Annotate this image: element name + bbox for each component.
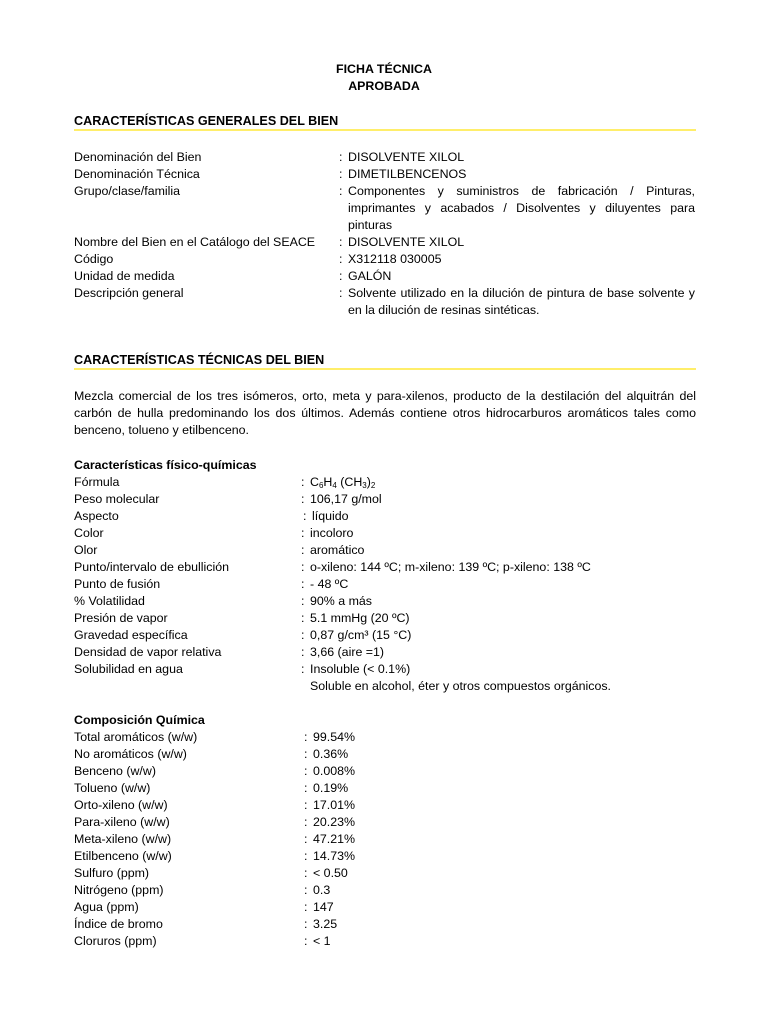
physchem-row-value: 3,66 (aire =1) [310, 645, 385, 659]
composition-row [74, 814, 696, 831]
physchem-row-label: Peso molecular [74, 492, 160, 506]
composition-row-label: Etilbenceno (w/w) [74, 849, 172, 863]
colon: : [304, 815, 308, 829]
general-row [74, 149, 696, 166]
physchem-note-row [74, 678, 696, 695]
physchem-row-label: Punto/intervalo de ebullición [74, 560, 229, 574]
general-row [74, 268, 696, 285]
colon: : [304, 747, 308, 761]
composition-row-label: Tolueno (w/w) [74, 781, 151, 795]
colon: : [339, 184, 343, 198]
colon: : [301, 611, 305, 625]
physchem-row-value: 106,17 g/mol [310, 492, 382, 506]
physchem-row-label: Fórmula [74, 475, 120, 489]
colon: : [301, 662, 305, 676]
physchem-row [74, 508, 696, 525]
physchem-row [74, 627, 696, 644]
colon: : [304, 883, 308, 897]
composition-row-value: 0.3 [313, 883, 331, 897]
composition-row [74, 780, 696, 797]
colon: : [301, 628, 305, 642]
colon: : [304, 917, 308, 931]
general-row-label: Descripción general [74, 286, 184, 300]
general-row-label: Código [74, 252, 114, 266]
composition-row-label: Agua (ppm) [74, 900, 139, 914]
physchem-row [74, 644, 696, 661]
composition-row [74, 882, 696, 899]
composition-row-label: Nitrógeno (ppm) [74, 883, 164, 897]
general-row [74, 251, 696, 268]
chemical-formula: $C_6H_4$ $(CH_3)_2$ [310, 475, 376, 490]
general-row-label: Grupo/clase/familia [74, 184, 181, 198]
physchem-row-value: o-xileno: 144 ºC; m-xileno: 139 ºC; p-xileno: 138 ºC [310, 560, 591, 574]
physchem-row-label: Densidad de vapor relativa [74, 645, 222, 659]
physchem-row-value: - 48 ºC [310, 577, 349, 591]
physchem-row-value: incoloro [310, 526, 354, 540]
general-section-heading: CARACTERÍSTICAS GENERALES DEL BIEN [74, 114, 339, 128]
colon: : [301, 577, 305, 591]
composition-row [74, 831, 696, 848]
colon: : [304, 866, 308, 880]
physchem-row-label: Gravedad específica [74, 628, 188, 642]
colon: : [339, 252, 343, 266]
colon: : [301, 645, 305, 659]
composition-row-label: Meta-xileno (w/w) [74, 832, 172, 846]
document-title [0, 61, 768, 95]
physchem-row [74, 576, 696, 593]
colon: : [303, 509, 307, 523]
physchem-row-formula [74, 474, 696, 491]
colon: : [339, 150, 343, 164]
colon: : [301, 594, 305, 608]
composition-row-value: < 0.50 [313, 866, 348, 880]
composition-row-value: 14.73% [313, 849, 356, 863]
composition-row-value: < 1 [313, 934, 331, 948]
physchem-row-value: aromático [310, 543, 365, 557]
general-row-value: Componentes y suministros de fabricación / Pinturas, imprimantes y acabados / Disolventes y diluyentes para pinturas [348, 184, 695, 232]
physchem-row-value: 0,87 g/cm³ (15 °C) [310, 628, 412, 642]
physchem-row-value: 5.1 mmHg (20 ºC) [310, 611, 410, 625]
colon: : [304, 832, 308, 846]
colon: : [304, 900, 308, 914]
colon: : [301, 560, 305, 574]
composition-row-value: 0.008% [313, 764, 356, 778]
general-row-value: X312118 030005 [348, 252, 442, 266]
composition-row [74, 746, 696, 763]
general-row-value: DISOLVENTE XILOL [348, 150, 465, 164]
colon: : [301, 543, 305, 557]
physchem-row-label: Olor [74, 543, 98, 557]
composition-row [74, 865, 696, 882]
general-row-label: Denominación Técnica [74, 167, 200, 181]
composition-row-value: 47.21% [313, 832, 356, 846]
general-row-label: Denominación del Bien [74, 150, 202, 164]
composition-row-label: Orto-xileno (w/w) [74, 798, 168, 812]
composition-row-value: 3.25 [313, 917, 338, 931]
composition-row-value: 0.19% [313, 781, 349, 795]
physchem-row-label: Color [74, 526, 104, 540]
general-row-value: GALÓN [348, 269, 392, 283]
colon: : [339, 167, 343, 181]
composition-row-value: 0.36% [313, 747, 349, 761]
colon: : [304, 934, 308, 948]
general-row-label: Unidad de medida [74, 269, 175, 283]
physchem-row-value: líquido [312, 509, 349, 523]
general-row [74, 285, 696, 319]
colon: : [339, 269, 343, 283]
title-line-1: FICHA TÉCNICA [336, 62, 432, 76]
physchem-row-label: % Volatilidad [74, 594, 145, 608]
composition-row-value: 20.23% [313, 815, 356, 829]
composition-row [74, 797, 696, 814]
composition-row-label: Índice de bromo [74, 917, 163, 931]
general-section-rule [74, 129, 696, 131]
general-row [74, 183, 696, 234]
physchem-row [74, 525, 696, 542]
title-line-2: APROBADA [348, 79, 420, 93]
composition-heading: Composición Química [74, 713, 205, 727]
physchem-row [74, 610, 696, 627]
composition-row-label: No aromáticos (w/w) [74, 747, 187, 761]
composition-row-label: Sulfuro (ppm) [74, 866, 150, 880]
solubility-note: Soluble en alcohol, éter y otros compuestos orgánicos. [310, 679, 611, 693]
general-row [74, 234, 696, 251]
general-row-value: DISOLVENTE XILOL [348, 235, 465, 249]
colon: : [304, 730, 308, 744]
general-row-label: Nombre del Bien en el Catálogo del SEACE [74, 235, 316, 249]
physchem-row [74, 593, 696, 610]
technical-intro-paragraph: Mezcla comercial de los tres isómeros, orto, meta y para-xilenos, producto de la destilación del alquitrán del carbón de hulla predominando los dos últimos. Además contiene otros hidrocarburos aromáticos tales como benceno, tolueno y etilbenceno. [74, 389, 696, 437]
composition-row-value: 17.01% [313, 798, 356, 812]
physchem-row-label: Solubilidad en agua [74, 662, 183, 676]
colon: : [301, 492, 305, 506]
physchem-row-label: Presión de vapor [74, 611, 168, 625]
composition-row-value: 99.54% [313, 730, 356, 744]
general-row [74, 166, 696, 183]
composition-row-label: Cloruros (ppm) [74, 934, 157, 948]
composition-row [74, 848, 696, 865]
composition-row-value: 147 [313, 900, 334, 914]
colon: : [301, 475, 305, 489]
composition-row [74, 763, 696, 780]
physchem-row-label: Aspecto [74, 509, 119, 523]
physchem-row-value: Insoluble (< 0.1%) [310, 662, 411, 676]
composition-row [74, 933, 696, 950]
physchem-row [74, 542, 696, 559]
physchem-row [74, 661, 696, 678]
colon: : [339, 235, 343, 249]
composition-row-label: Para-xileno (w/w) [74, 815, 170, 829]
colon: : [304, 798, 308, 812]
colon: : [304, 849, 308, 863]
composition-row [74, 729, 696, 746]
physchem-row [74, 559, 696, 576]
physchem-row [74, 491, 696, 508]
physchem-row-label: Punto de fusión [74, 577, 161, 591]
composition-row-label: Benceno (w/w) [74, 764, 156, 778]
colon: : [301, 526, 305, 540]
technical-section-heading: CARACTERÍSTICAS TÉCNICAS DEL BIEN [74, 353, 325, 367]
colon: : [304, 781, 308, 795]
technical-section-rule [74, 368, 696, 370]
general-row-value: DIMETILBENCENOS [348, 167, 467, 181]
composition-row [74, 916, 696, 933]
colon: : [339, 286, 343, 300]
physchem-heading: Características físico-químicas [74, 458, 257, 472]
physchem-row-value: 90% a más [310, 594, 372, 608]
composition-row [74, 899, 696, 916]
composition-row-label: Total aromáticos (w/w) [74, 730, 198, 744]
colon: : [304, 764, 308, 778]
general-row-value: Solvente utilizado en la dilución de pintura de base solvente y en la dilución de resinas sintéticas. [348, 286, 695, 317]
